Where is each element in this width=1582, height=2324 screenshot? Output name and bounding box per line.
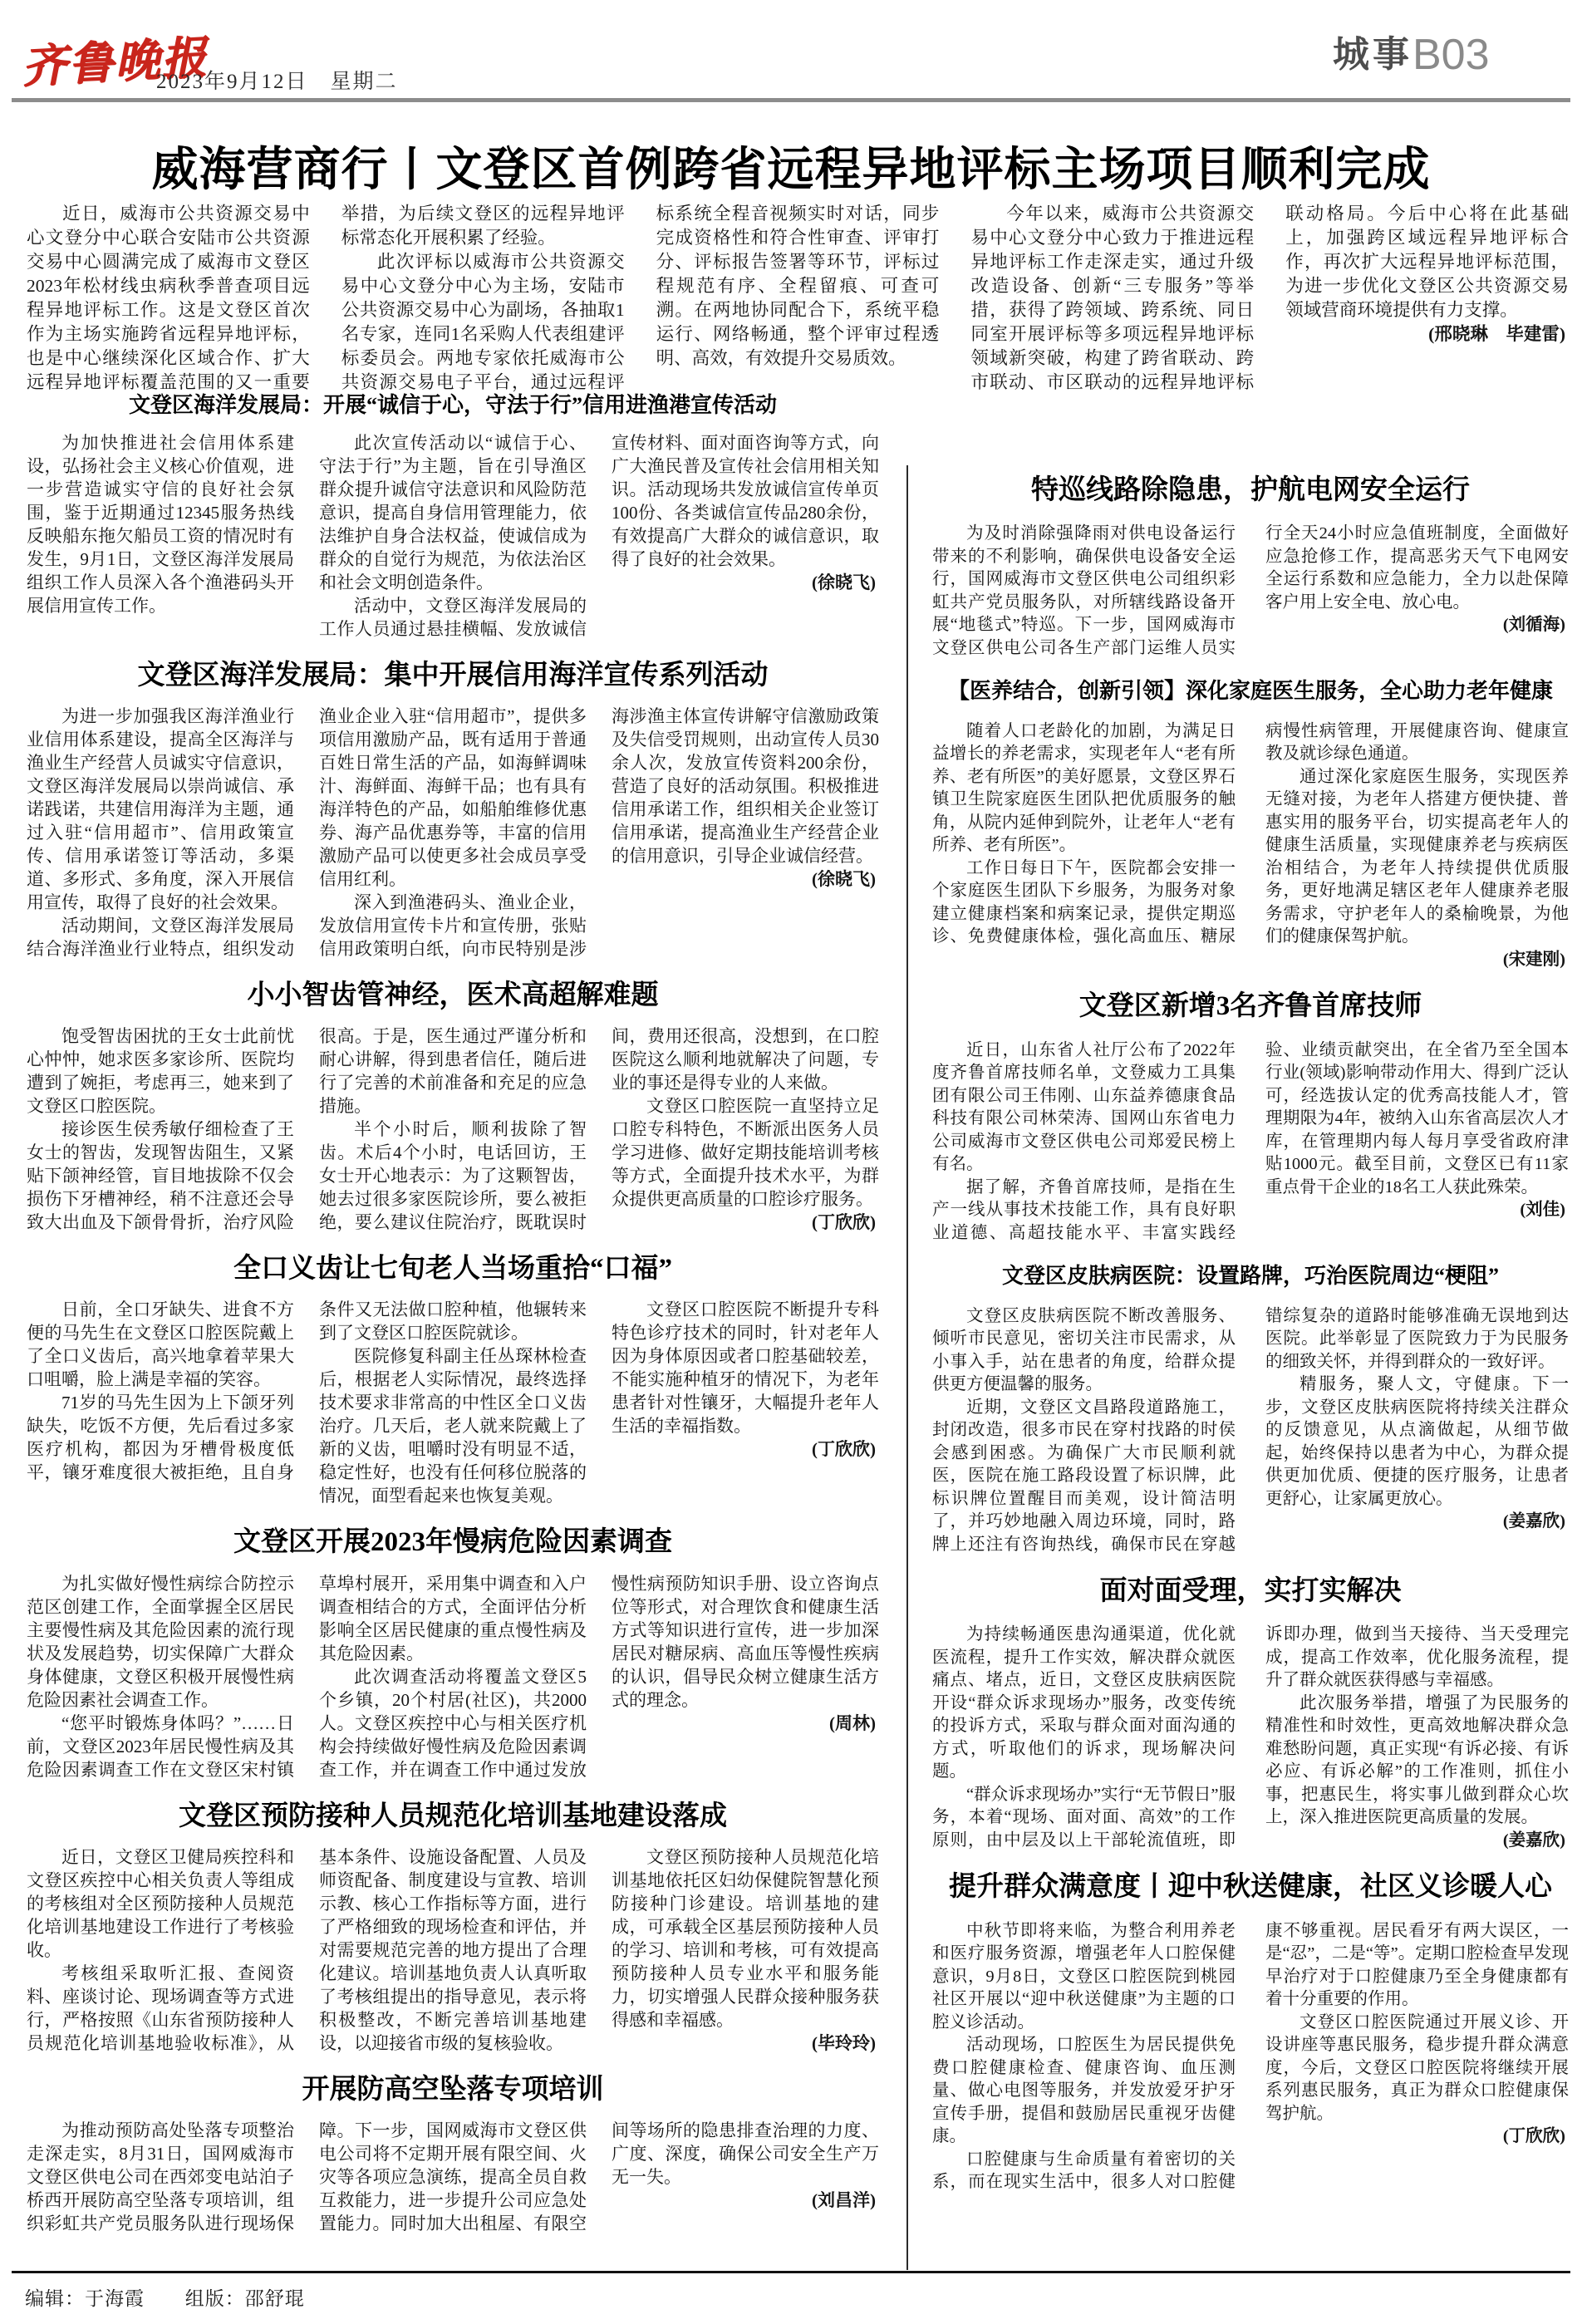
article-paragraph: 文登区皮肤病医院不断改善服务、倾听市民意见，密切关注市民需求，从小事入手，站在患者的角度，给群众提供更方便温馨的服务。 bbox=[932, 1306, 1236, 1393]
article-byline: (毕玲玲) bbox=[812, 2032, 876, 2053]
article-byline: (周林) bbox=[829, 1712, 876, 1733]
editor-credit: 编辑：于海霞 bbox=[25, 2288, 145, 2309]
footer-rule bbox=[12, 2271, 1570, 2273]
article-paragraph: 今年以来，威海市公共资源交易中心文登分中心致力于推进远程异地评标工作走深走实，通过升级改造设备、创新“三专服务”等举措，获得了跨领域、跨系统、同日同室开展评标等多项远程异地评标领域新突破，构建了跨省联动、跨市联动、市区联动的远程异地评标联动格局。今后中心将在此基础上，加强跨区域远程异地评标合作，再次扩大远程异地评标范围，为进一步优化文登区公共资源交易领域营商环境提供有力支撑。 bbox=[970, 204, 1569, 392]
typesetter-credit: 组版：邵舒琨 bbox=[184, 2288, 305, 2309]
article-paragraph: “群众诉求现场办”实行“无节假日”服务，本着“现场、面对面、高效”的工作原则，由中层及以上干部轮流值班，即诉即办理，做到当天接待、当天受理完成，提高工作效率，优化服务流程，提升了群众就医获得感与幸福感。 bbox=[932, 1625, 1569, 1850]
news-article bbox=[27, 659, 879, 961]
article-headline: 【医养结合，创新引领】深化家庭医生服务，全心助力老年健康 bbox=[947, 679, 1553, 704]
article-body bbox=[932, 720, 1569, 972]
page-number: B03 bbox=[1412, 31, 1490, 79]
article-body bbox=[932, 523, 1569, 660]
article-paragraph: 为加快推进社会信用体系建设，弘扬社会主义核心价值观，进一步营造诚实守信的良好社会氛围，鉴于近期通过12345服务热线反映船东拖欠船员工资的情况时有发生，9月1日，文登区海洋发展局组织工作人员深入各个渔港码头开展信用宣传工作。 bbox=[27, 432, 294, 616]
article-paragraph: 文登区预防接种人员规范化培训基地依托区妇幼保健院智慧化预防接种门诊建设。培训基地的建成，可承载全区基层预防接种人员的学习、培训和考核，可有效提高预防接种人员专业水平和服务能力，切实增强人民群众接种服务获得感和幸福感。 bbox=[612, 1846, 879, 2030]
article-body bbox=[27, 431, 879, 641]
article-byline: (刘昌洋) bbox=[812, 2190, 876, 2210]
article-paragraph: 此次服务举措，增强了为民服务的精准性和时效性，更高效地解决群众急难愁盼问题，真正实现“有诉必接、有诉必应、有诉必解”的工作准则，抓住小事，把惠民生，将实事儿做到群众心坎上，深入推进医院更高质量的发展。 bbox=[1265, 1693, 1569, 1827]
paper-logo: 齐鲁晚报 bbox=[20, 32, 209, 92]
article-body bbox=[27, 1024, 879, 1234]
article-paragraph: 中秋节即将来临，为整合利用养老和医疗服务资源，增强老年人口腔保健意识，9月8日，文登区口腔医院到桃园社区开展以“迎中秋送健康”为主题的口腔义诊活动。 bbox=[932, 1921, 1236, 2032]
article-paragraph: 活动中，文登区海洋发展局的工作人员通过悬挂横幅、发放诚信宣传材料、面对面咨询等方式，向广大渔民普及宣传社会信用相关知识。活动现场共发放诚信宣传单页100份、各类诚信宣传品280余份，有效提高广大群众的诚信意识，取得了良好的社会效果。 bbox=[319, 432, 879, 639]
article-headline: 特巡线路除隐患，护航电网安全运行 bbox=[1031, 475, 1470, 505]
article-paragraph: 半个小时后，顺利拔除了智齿。术后4个小时，电话回访，王女士开心地表示：为了这颗智齿，她去过很多家医院诊所，要么被拒绝，要么建议住院治疗，既耽误时间，费用还很高，没想到，在口腔医院这么顺利地就解决了问题，专业的事还是得专业的人来做。 bbox=[319, 1026, 879, 1232]
article-paragraph: 据了解，齐鲁首席技师，是指在生产一线从事技术技能工作，具有良好职业道德、高超技能水平、丰富实践经验、业绩贡献突出，在全省乃至全国本行业(领域)影响带动作用大、得到广泛认可，经选拔认定的优秀高技能人才，管理期限为4年，被纳入山东省高层次人才库，在管理期内每人每月享受省政府津贴1000元。截至目前，文登区已有11家重点骨干企业的18名工人获此殊荣。 bbox=[932, 1040, 1569, 1242]
article-byline: (刘佳) bbox=[1520, 1201, 1565, 1219]
news-article bbox=[27, 1252, 879, 1507]
article-paragraph: 活动现场，口腔医生为居民提供免费口腔健康检查、健康咨询、血压测量、做心电图等服务，并发放爱牙护牙宣传手册，提倡和鼓励居民重视牙齿健康。 bbox=[932, 2036, 1236, 2145]
article-paragraph: 文登区口腔医院通过开展义诊、开设讲座等惠民服务，稳步提升群众满意度，今后，文登区口腔医院将继续开展系列惠民服务，真正为群众口腔健康保驾护航。 bbox=[1265, 2012, 1569, 2123]
article-paragraph: 此次评标以威海市公共资源交易中心文登分中心为主场，安陆市公共资源交易中心为副场，各抽取1名专家，连同1名采购人代表组建评标委员会。两地专家依托威海市公共资源交易电子平台，通过远程评标系统全程音视频实时对话，同步完成资格性和符合性审查、评审打分、评标报告签署等环节，评标过程规范有序、全程留痕、可查可溯。在两地协同配合下，系统平稳运行、网络畅通，整个评审过程透明、高效，有效提升交易质效。 bbox=[341, 204, 940, 392]
news-article bbox=[932, 474, 1569, 660]
article-headline: 小小智齿管神经，医术高超解难题 bbox=[247, 980, 659, 1010]
article-paragraph: 近日，山东省人社厅公布了2022年度齐鲁首席技师名单，文登威力工具集团有限公司王伟刚、山东益养德康食品科技有限公司林荣涛、国网山东省电力公司威海市文登区供电公司郑爱民榜上有名。 bbox=[932, 1040, 1236, 1173]
article-body bbox=[932, 1039, 1569, 1246]
article-byline: (姜嘉欣) bbox=[1502, 1830, 1565, 1850]
article-paragraph: 文登区口腔医院不断提升专科特色诊疗技术的同时，针对老年人因为身体原因或者口腔基础较差，不能实施种植牙的情况下，为老年患者针对性镶牙，大幅提升老年人生活的幸福指数。 bbox=[612, 1300, 879, 1437]
article-body bbox=[27, 2119, 879, 2235]
article-headline: 文登区海洋发展局：集中开展信用海洋宣传系列活动 bbox=[137, 660, 769, 690]
article-byline: (徐晓飞) bbox=[812, 868, 876, 889]
column-divider bbox=[906, 465, 908, 2270]
article-paragraph: “您平时锻炼身体吗？”……日前，文登区2023年居民慢性病及其危险因素调查工作在文登区宋村镇草埠村展开，采用集中调查和入户调查相结合的方式，全面评估分析影响全区居民健康的重点慢性病及其危险因素。 bbox=[27, 1573, 587, 1780]
article-byline: (宋建刚) bbox=[1502, 950, 1565, 969]
news-article bbox=[27, 392, 879, 641]
article-paragraph: 考核组采取听汇报、查阅资料、座谈讨论、现场调查等方式进行，严格按照《山东省预防接种人员规范化培训基地验收标准》，从基本条件、设施设备配置、人员及师资配备、制度建设与宣教、培训示教、核心工作指标等方面，进行了严格细致的现场检查和评估，并对需要规范完善的地方提出了合理化建议。培训基地负责人认真听取了考核组提出的指导意见，表示将积极整改，不断完善培训基地建设，以迎接省市级的复核验收。 bbox=[27, 1846, 587, 2053]
article-paragraph: 为及时消除强降雨对供电设备运行带来的不利影响，确保供电设备安全运行，国网威海市文登区供电公司组织彩虹共产党员服务队，对所辖线路设备开展“地毯式”特巡。下一步，国网威海市文登区供电公司各生产部门运维人员实行全天24小时应急值班制度，全面做好应急抢修工作，提高恶劣天气下电网安全运行系数和应急能力，全力以赴保障客户用上安全电、放心电。 bbox=[932, 524, 1569, 657]
article-paragraph: 文登区口腔医院一直坚持立足口腔专科特色，不断派出医务人员学习进修、做好定期技能培训考核等方式，全面提升技术水平，为群众提供更高质量的口腔诊疗服务。 bbox=[612, 1096, 879, 1209]
article-paragraph: 此次调查活动将覆盖文登区5个乡镇，20个村居(社区)，共2000人。文登区疾控中心与相关医疗机构会持续做好慢性病及危险因素调查工作，并在调查工作中通过发放慢性病预防知识手册、设立咨询点位等形式，对合理饮食和健康生活方式等知识进行宣传，进一步加深居民对糖尿病、高血压等慢性疾病的认识，倡导民众树立健康生活方式的理念。 bbox=[319, 1573, 879, 1780]
article-paragraph: 接诊医生侯秀敏仔细检查了王女士的智齿，发现智齿阻生，又紧贴下颌神经管，盲目地拔除不仅会损伤下牙槽神经，稍不注意还会导致大出血及下颌骨骨折，治疗风险很高。于是，医生通过严谨分析和耐心讲解，得到患者信任，随后进行了完善的术前准备和充足的应急措施。 bbox=[27, 1026, 587, 1232]
left-articles-column bbox=[27, 384, 879, 2253]
news-article bbox=[932, 1870, 1569, 2194]
news-article bbox=[27, 2073, 879, 2235]
article-paragraph: 通过深化家庭医生服务，实现医养无缝对接，为老年人搭建方便快捷、普惠实用的服务平台，切实提高老年人的健康生活质量，实现健康养老与疾病医治相结合，为老年人持续提供优质服务，更好地满足辖区老年人健康养老服务需求，守护老年人的桑榆晚景，为他们的健康保驾护航。 bbox=[1265, 767, 1569, 946]
article-byline: (徐晓飞) bbox=[812, 572, 876, 592]
article-headline: 开展防高空坠落专项培训 bbox=[302, 2074, 604, 2105]
article-body bbox=[27, 1572, 879, 1781]
news-article bbox=[27, 1526, 879, 1781]
news-article bbox=[932, 678, 1569, 971]
article-headline: 文登区预防接种人员规范化培训基地建设落成 bbox=[179, 1801, 727, 1831]
article-paragraph: 工作日每日下午，医院都会安排一个家庭医生团队下乡服务，为服务对象建立健康档案和病案记录，提供定期巡诊、免费健康体检，强化高血压、糖尿病慢性病管理，开展健康咨询、健康宣教及就诊绿色通道。 bbox=[932, 721, 1569, 946]
article-paragraph: 饱受智齿困扰的王女士此前忧心忡忡，她求医多家诊所、医院均遭到了婉拒，考虑再三，她来到了文登区口腔医院。 bbox=[27, 1026, 294, 1116]
article-headline: 文登区新增3名齐鲁首席技师 bbox=[1078, 991, 1422, 1022]
news-article bbox=[932, 990, 1569, 1245]
news-article bbox=[27, 979, 879, 1234]
article-paragraph: 近日，文登区卫健局疾控科和文登区疾控中心相关负责人等组成的考核组对全区预防接种人员规范化培训基地建设工作进行了考核验收。 bbox=[27, 1846, 294, 1960]
article-paragraph: 精服务，聚人文，守健康。下一步，文登区皮肤病医院将持续关注群众的反馈意见，从点滴做起，从细节做起，始终保持以患者为中心，为群众提供更加优质、便捷的医疗服务，让患者更舒心，让家属更放心。 bbox=[1265, 1375, 1569, 1508]
article-paragraph: 为持续畅通医患沟通渠道，优化就医流程，提升工作实效，解决群众就医痛点、堵点，近日，文登区皮肤病医院开设“群众诉求现场办”服务，改变传统的投诉方式，采取与群众面对面沟通的方式，听取他们的诉求，现场解决问题。 bbox=[932, 1625, 1236, 1781]
article-paragraph: 71岁的马先生因为上下颌牙列缺失，吃饭不方便，先后看过多家医疗机构，都因为牙槽骨极度低平，镶牙难度很大被拒绝，且自身条件又无法做口腔种植，他辗转来到了文登区口腔医院就诊。 bbox=[27, 1300, 587, 1483]
article-paragraph: 此次宣传活动以“诚信于心、守法于行”为主题，旨在引导渔区群众提升诚信守法意识和风险防范意识，提高自身信用管理能力，依法维护自身合法权益，使诚信成为群众的自觉行为规范，为依法治区和社会文明创造条件。 bbox=[319, 432, 587, 592]
article-body bbox=[27, 705, 879, 961]
footer-credits bbox=[25, 2283, 340, 2311]
lead-headline: 威海营商行丨文登区首例跨省远程异地评标主场项目顺利完成 bbox=[151, 144, 1431, 196]
news-article bbox=[932, 1263, 1569, 1556]
news-article bbox=[27, 1800, 879, 2055]
article-byline: (丁欣欣) bbox=[812, 1439, 876, 1460]
news-article bbox=[932, 1575, 1569, 1852]
article-body bbox=[932, 1920, 1569, 2194]
publication-date: 2023年9月12日 星期二 bbox=[156, 71, 398, 93]
article-byline: (丁欣欣) bbox=[1502, 2127, 1565, 2145]
article-paragraph: 为推动预防高处坠落专项整治走深走实，8月31日，国网威海市文登区供电公司在西郊变电站泊子桥西开展防高空坠落专项培训，组织彩虹共产党员服务队进行现场保障。下一步，国网威海市文登区供电公司将不定期开展有限空间、火灾等各项应急演练，提高全员自救互救能力，进一步提升公司应急处置能力。同时加大出租屋、有限空间等场所的隐患排查治理的力度、广度、深度，确保公司安全生产万无一失。 bbox=[27, 2120, 879, 2233]
article-paragraph: 日前，全口牙缺失、进食不方便的马先生在文登区口腔医院戴上了全口义齿后，高兴地拿着苹果大口咀嚼，脸上满是幸福的笑容。 bbox=[27, 1300, 294, 1390]
article-paragraph: 口腔健康与生命质量有着密切的关系，而在现实生活中，很多人对口腔健康不够重视。居民看牙有两大误区，一是“忍”，二是“等”。定期口腔检查早发现早治疗对于口腔健康乃至全身健康都有着十分重要的作用。 bbox=[932, 1921, 1569, 2191]
article-byline: (姜嘉欣) bbox=[1502, 1512, 1565, 1530]
article-headline: 文登区开展2023年慢病危险因素调查 bbox=[233, 1527, 672, 1558]
article-paragraph: 为扎实做好慢性病综合防控示范区创建工作，全面掌握全区居民主要慢性病及其危险因素的流行现状及发展趋势，切实保障广大群众身体健康，文登区积极开展慢性病危险因素社会调查工作。 bbox=[27, 1573, 294, 1710]
section-title: 城事 bbox=[1333, 34, 1412, 75]
article-paragraph: 深入到渔港码头、渔业企业，发放信用宣传卡片和宣传册，张贴信用政策明白纸，向市民特别是涉海涉渔主体宣传讲解守信激励政策及失信受罚规则，出动宣传人员30余人次，发放宣传资料200余份，营造了良好的活动氛围。积极推进信用承诺工作，组织相关企业签订信用承诺，提高渔业生产经营企业的信用意识，引导企业诚信经营。 bbox=[319, 705, 879, 959]
article-paragraph: 近日，威海市公共资源交易中心文登分中心联合安陆市公共资源交易中心圆满完成了威海市文登区2023年松材线虫病秋季普查项目远程异地评标工作。这是文登区首次作为主场实施跨省远程异地评标，也是中心继续深化区域合作、扩大远程异地评标覆盖范围的又一重要举措，为后续文登区的远程异地评标常态化开展积累了经验。 bbox=[27, 204, 625, 392]
right-articles-column bbox=[932, 455, 1569, 2213]
article-paragraph: 为进一步加强我区海洋渔业行业信用体系建设，提高全区海洋与渔业生产经营人员诚实守信意识，文登区海洋发展局以崇尚诚信、承诺践诺，共建信用海洋为主题，通过入驻“信用超市”、信用政策宣传、信用承诺签订等活动，多渠道、多形式、多角度，深入开展信用宣传，取得了良好的社会效果。 bbox=[27, 705, 294, 912]
article-paragraph: 近期，文登区文昌路段道路施工，封闭改造，很多市民在穿村找路的时侯会感到困惑。为确保广大市民顺利就医，医院在施工路段设置了标识牌，此标识牌位置醒目而美观，设计简洁明了，并巧妙地融入周边环境，同时，路牌上还注有咨询热线，确保市民在穿越错综复杂的道路时能够准确无误地到达医院。此举彰显了医院致力于为民服务的细致关怀，并得到群众的一致好评。 bbox=[932, 1306, 1569, 1554]
article-paragraph: 随着人口老龄化的加剧，为满足日益增长的养老需求，实现老年人“老有所养、老有所医”的美好愿景，文登区界石镇卫生院家庭医生团队把优质服务的触角，从院内延伸到院外，让老年人“老有所养、老有所医”。 bbox=[932, 721, 1236, 855]
header-rule bbox=[12, 98, 1570, 102]
article-body bbox=[932, 1305, 1569, 1557]
article-byline: (邢晓琳 毕建雷) bbox=[1428, 324, 1565, 344]
article-headline: 文登区皮肤病医院：设置路牌，巧治医院周边“梗阻” bbox=[1001, 1264, 1499, 1288]
article-headline: 全口义齿让七旬老人当场重拾“口福” bbox=[233, 1254, 672, 1284]
article-paragraph: 医院修复科副主任丛琛林检查后，根据老人实际情况，最终选择技术要求非常高的中性区全口义齿治疗。几天后，老人就来院戴上了新的义齿，咀嚼时没有明显不适，稳定性好，也没有任何移位脱落的情况，面型看起来也恢复美观。 bbox=[319, 1346, 587, 1506]
article-byline: (丁欣欣) bbox=[812, 1212, 876, 1232]
article-paragraph: 活动期间，文登区海洋发展局结合海洋渔业行业特点，组织发动渔业企业入驻“信用超市”，提供多项信用激励产品，既有适用于普通百姓日常生活的产品，如海鲜调味汁、海鲜面、海鲜干品；也有具有海洋特色的产品，如船舶维修优惠券、海产品优惠券等，丰富的信用激励产品可以使更多社会成员享受信用红利。 bbox=[27, 705, 587, 959]
article-body bbox=[932, 1624, 1569, 1852]
article-headline: 面对面受理，实打实解决 bbox=[1099, 1576, 1402, 1606]
article-headline: 文登区海洋发展局：开展“诚信于心，守法于行”信用进渔港宣传活动 bbox=[128, 393, 777, 417]
article-headline: 提升群众满意度丨迎中秋送健康，社区义诊暖人心 bbox=[949, 1872, 1552, 1903]
article-byline: (刘循海) bbox=[1502, 616, 1565, 635]
article-body bbox=[27, 1845, 879, 2055]
article-body bbox=[27, 1298, 879, 1507]
